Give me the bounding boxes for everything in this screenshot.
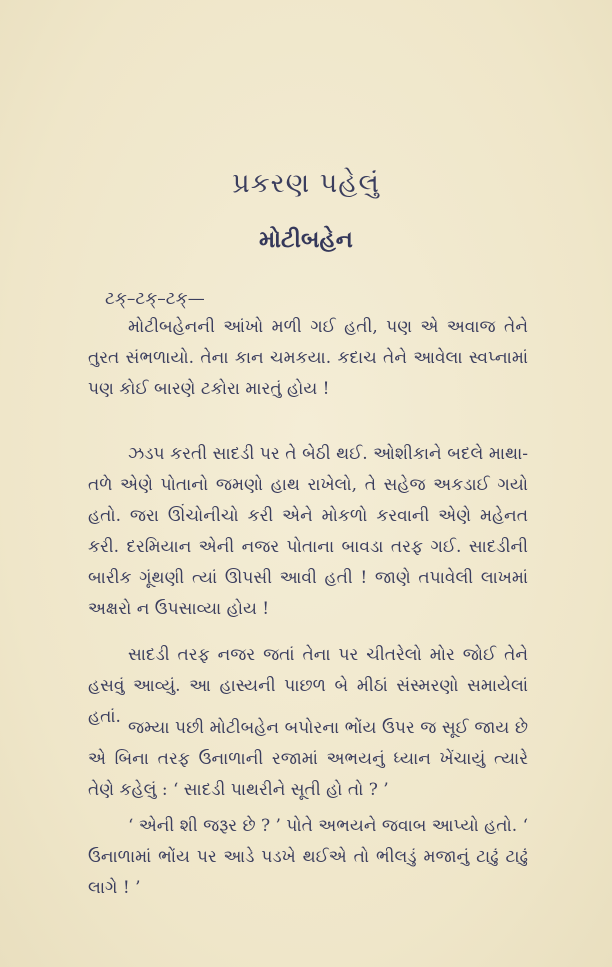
paragraph-4: જમ્યા પછી મોટીબહેન બપોરના ભોંય ઉપર જ સૂઈ જાય છે એ બિના તરફ ઉનાળાની રજામાં અભયનું ધ્યાન ખેંચાયું ત્યારે તેણે કહેલું : ‘ સાદડી પાથરીને સૂતી હો તો ? ’ <box>88 718 528 800</box>
chapter-heading: પ્રકરણ પહેલું <box>232 168 380 199</box>
knock-sound-line: ટક્–ટક્–ટક્— <box>105 289 205 309</box>
paragraph-1: મોટીબહેનની આંખો મળી ગઈ હતી, પણ એ અવાજ તેને તુરત સંભળાયો. તેના કાન ચમકયા. કદાચ તેને આવેલા સ્વપ્નામાં પણ કોઈ બારણે ટકોરા મારતું હોય ! <box>88 317 528 399</box>
paragraph-2: ઝડપ કરતી સાદડી પર તે બેઠી થઈ. ઓશીકાને બદલે માથા-તળે એણે પોતાનો જમણો હાથ રાખેલો, તે સહેજ અકડાઈ ગયો હતો. જરા ઊંચોનીચો કરી એને મોકળો કરવાની એણે મહેનત કરી. દરમિયાન એની નજર પોતાના બાવડા તરફ ગઈ. સાદડીની બારીક ગૂંથણી ત્યાં ઊપસી આવી હતી ! જાણે તપાવેલી લાખમાં અક્ષરો ન ઉપસાવ્યા હોય ! <box>88 444 528 619</box>
paragraph-3: સાદડી તરફ નજર જતાં તેના પર ચીતરેલો મોર જોઈ તેને હસવું આવ્યું. આ હાસ્યની પાછળ બે મીઠાં સંસ્મરણો સમાયેલાં હતાં. <box>88 645 528 727</box>
chapter-subtitle: મોટીબહેન <box>259 226 353 253</box>
paragraph-5: ‘ એની શી જરૂર છે ? ’ પોતે અભયને જવાબ આપ્યો હતો. ‘ ઉનાળામાં ભોંય પર આડે પડખે થઈએ તો ભીલડું મજાનું ટાઢું ટાઢું લાગે ! ’ <box>88 816 528 898</box>
